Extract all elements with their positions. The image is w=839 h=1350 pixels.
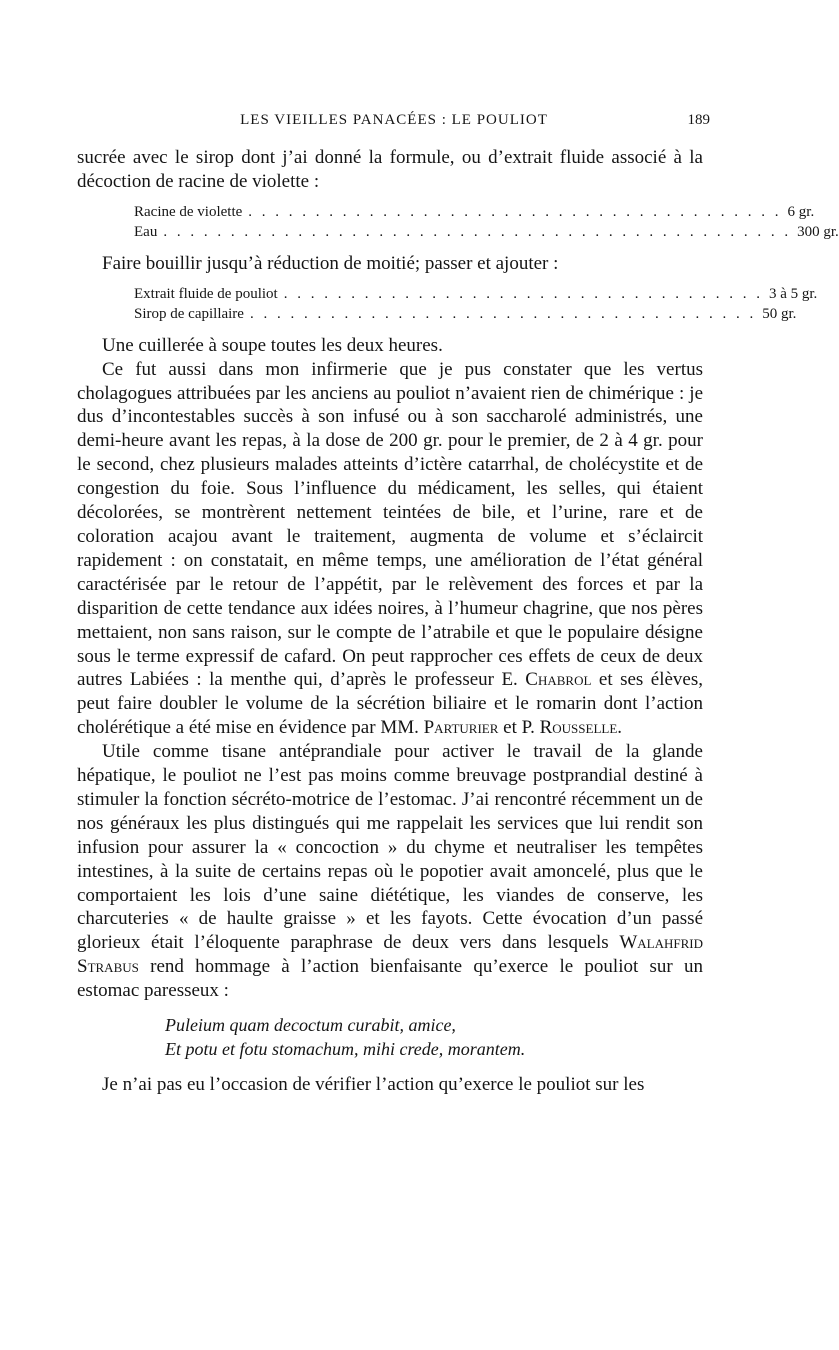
- recipe-line: [134, 202, 815, 222]
- text-run: Utile comme tisane antéprandiale pour activer le travail de la glande hépatique, le pouliot ne l’est pas moins comme breuvage postprandial destiné à stimuler la fonction sécréto-motrice de l’estomac. J’ai rencontré récemment un de nos généraux les plus distingués qui me rappelait les services que lui rendit son infusion pour assurer la « concoction » du chyme et neutraliser les tempêtes intestines, à la suite de certains repas où le popotier avait amoncelé, plus que le comportaient les lois d’une saine diététique, les viandes de conserve, les charcuteries « de haulte graisse » et les fayots. Cette évocation d’un passé glorieux était l’éloquente paraphrase de deux vers dans lesquels: [77, 741, 703, 954]
- paragraph-tisane: [77, 740, 703, 1003]
- author-name: Walahfrid Strabus: [77, 932, 703, 978]
- text-run: rend hommage à l’action bienfaisante qu’exerce le pouliot sur un estomac paresseux :: [77, 956, 703, 1002]
- text-run: .: [617, 717, 623, 739]
- ingredient-quantity: 300 gr.: [797, 223, 839, 240]
- leader-dots: . . . . . . . . . . . . . . . . . . . . . . . . . . . . . . . . . . . . . . . . . . . . . . .: [163, 223, 792, 240]
- running-title: LES VIEILLES PANACÉES : LE POULIOT: [240, 112, 548, 128]
- ingredient-quantity: 3 à 5 gr.: [768, 285, 818, 302]
- author-name: Chabrol: [525, 669, 592, 691]
- paragraph-dosage: Une cuillerée à soupe toutes les deux heures.: [102, 334, 443, 356]
- ingredient-name: Racine de violette: [134, 203, 243, 220]
- paragraph-intro: sucrée avec le sirop dont j’ai donné la formule, ou d’extrait fluide associé à la décoction de racine de violette :: [77, 147, 703, 192]
- leader-dots: . . . . . . . . . . . . . . . . . . . . . . . . . . . . . . . . . . . . . . . .: [248, 203, 782, 220]
- paragraph-instruction: Faire bouillir jusqu’à réduction de moitié; passer et ajouter :: [102, 252, 559, 274]
- recipe-decoction: [134, 202, 839, 242]
- ingredient-name: Eau: [134, 223, 158, 240]
- leader-dots: . . . . . . . . . . . . . . . . . . . . . . . . . . . . . . . . . . . . . .: [249, 305, 757, 322]
- latin-verse: [165, 1013, 703, 1061]
- recipe-line: [134, 222, 839, 242]
- text-run: et P.: [498, 717, 540, 739]
- ingredient-name: Extrait fluide de pouliot: [134, 285, 278, 302]
- text-run: et ses élèves, peut faire doubler le volume de la sécrétion biliaire et le romarin dont l’action cholérétique a été mise en évidence par MM.: [77, 669, 703, 739]
- text-run: Ce fut aussi dans mon infirmerie que je pus constater que les vertus cholagogues attribuées par les anciens au pouliot n’avaient rien de chimérique : je dus d’incontestables succès à son infusé ou à son saccharolé administrés, une demi-heure avant les repas, à la dose de 200 gr. pour le premier, de 2 à 4 gr. pour le second, chez plusieurs malades atteints d’ictère catarrhal, de cholécystite et de congestion du foie. Sous l’influence du médicament, les selles, qui étaient décolorées, se montrèrent nettement teintées de bile, et l’urine, rare et de coloration acajou avant le traitement, augmenta de volume et s’éclaircit rapidement : on constatait, en même temps, une amélioration de l’état général caractérisée par le retour de l’appétit, par le relèvement des forces et par la disparition de cette tendance aux idées noires, à l’humeur chagrine, que nos pères mettaient, non sans raison, sur le compte de l’atrabile et que le populaire désigne sous le terme expressif de cafard. On peut rapprocher ces effets de ceux de deux autres Labiées : la menthe qui, d’après le professeur E.: [77, 358, 703, 691]
- recipe-line: [134, 284, 818, 304]
- ingredient-quantity: 6 gr.: [787, 203, 815, 220]
- leader-dots: . . . . . . . . . . . . . . . . . . . . . . . . . . . . . . . . . . . .: [283, 285, 763, 302]
- author-name: Parturier: [423, 717, 499, 739]
- ingredient-name: Sirop de capillaire: [134, 305, 244, 322]
- body-text: [77, 146, 839, 1097]
- paragraph-cholagogue: [77, 358, 703, 741]
- author-name: Rousselle: [539, 717, 618, 739]
- verse-line: Puleium quam decoctum curabit, amice,: [165, 1015, 456, 1036]
- page-number: 189: [687, 112, 710, 128]
- recipe-line: [134, 304, 797, 324]
- paragraph-final: Je n’ai pas eu l’occasion de vérifier l’action qu’exerce le pouliot sur les: [102, 1074, 645, 1096]
- recipe-additions: [134, 284, 818, 324]
- ingredient-quantity: 50 gr.: [762, 305, 797, 322]
- verse-line: Et potu et fotu stomachum, mihi crede, morantem.: [165, 1039, 526, 1060]
- page-header: [78, 112, 710, 134]
